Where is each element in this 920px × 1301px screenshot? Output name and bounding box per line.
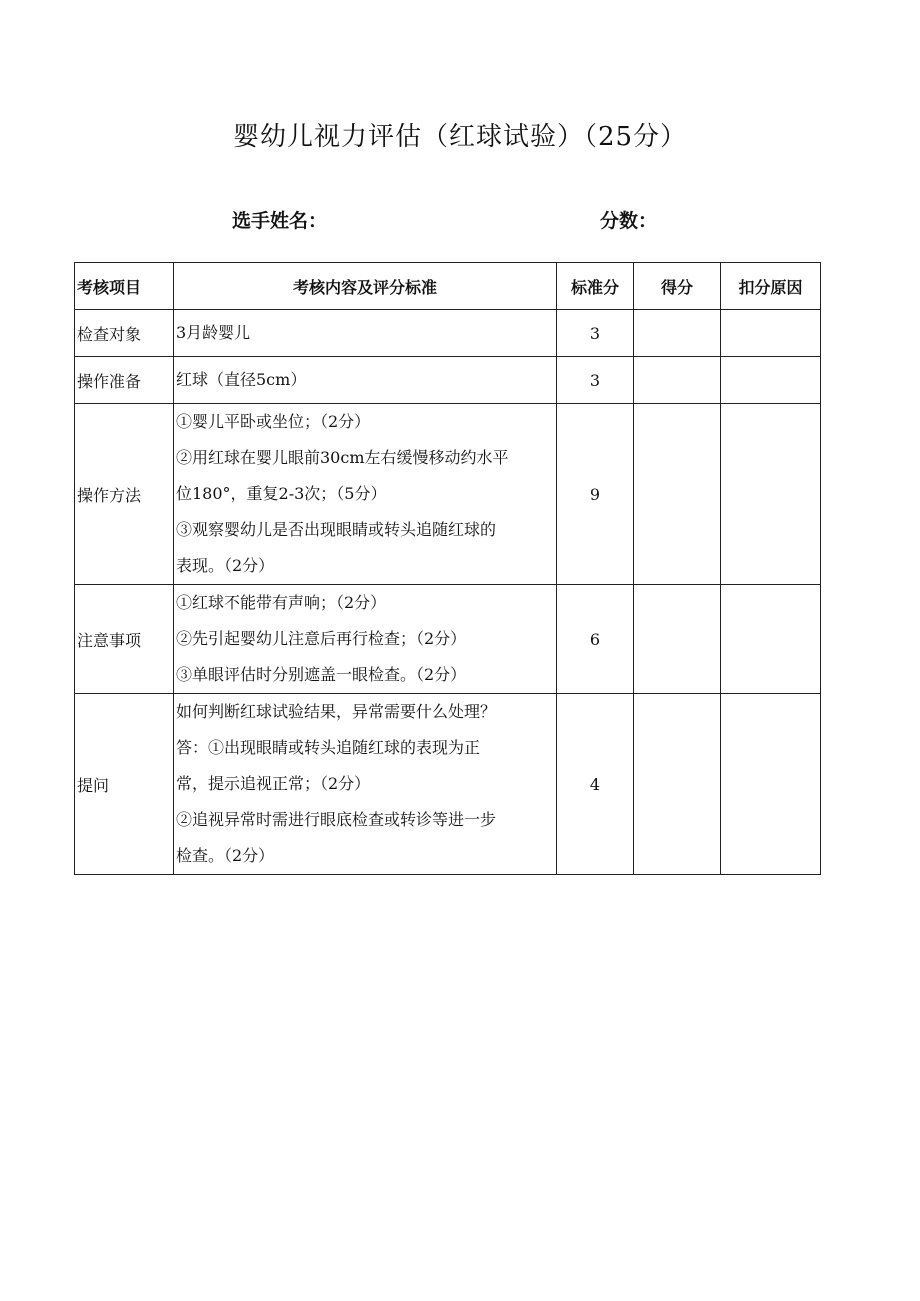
table-row [75, 404, 821, 585]
table-row [75, 694, 821, 875]
assessment-table [74, 262, 821, 875]
content-line: 红球（直径5cm） [176, 370, 307, 389]
header-item: 考核项目 [75, 263, 174, 310]
table-row [75, 585, 821, 694]
row-item-label: 提问 [75, 694, 174, 875]
header-content: 考核内容及评分标准 [174, 263, 557, 310]
row-score-cell[interactable] [634, 404, 721, 585]
content-line: ②先引起婴幼儿注意后再行检查；（2分） [176, 629, 467, 648]
row-content [174, 694, 557, 875]
row-reason-cell[interactable] [721, 404, 821, 585]
header-standard-score: 标准分 [557, 263, 634, 310]
content-line: 如何判断红球试验结果，异常需要什么处理？ [176, 702, 497, 721]
content-line: ①红球不能带有声响；（2分） [176, 593, 387, 612]
content-line: 3月龄婴儿 [176, 323, 251, 342]
content-line: 位180°，重复2-3次；（5分） [176, 484, 387, 503]
row-reason-cell[interactable] [721, 357, 821, 404]
page-title: 婴幼儿视力评估（红球试验）（25分） [232, 122, 688, 152]
content-line: ③观察婴幼儿是否出现眼睛或转头追随红球的 [176, 520, 497, 539]
table-row [75, 357, 821, 404]
header-deduction-reason: 扣分原因 [721, 263, 821, 310]
row-content [174, 585, 557, 694]
row-item-label: 操作准备 [75, 357, 174, 404]
row-content [174, 404, 557, 585]
row-standard-score: 3 [557, 357, 634, 404]
row-content [174, 357, 557, 404]
contestant-name-label: 选手姓名： [232, 210, 328, 232]
content-line: 答：①出现眼睛或转头追随红球的表现为正 [176, 738, 481, 757]
row-reason-cell[interactable] [721, 585, 821, 694]
row-content [174, 310, 557, 357]
row-score-cell[interactable] [634, 310, 721, 357]
row-item-label: 操作方法 [75, 404, 174, 585]
header-score: 得分 [634, 263, 721, 310]
table-header-row [75, 263, 821, 310]
table-row [75, 310, 821, 357]
content-line: 常，提示追视正常；（2分） [176, 774, 371, 793]
content-line: ③单眼评估时分别遮盖一眼检查。（2分） [176, 665, 467, 684]
content-line: 表现。（2分） [176, 556, 275, 575]
row-standard-score: 3 [557, 310, 634, 357]
content-line: ①婴儿平卧或坐位；（2分） [176, 412, 371, 431]
content-line: 检查。（2分） [176, 846, 275, 865]
row-score-cell[interactable] [634, 585, 721, 694]
score-label: 分数： [600, 210, 658, 232]
row-score-cell[interactable] [634, 357, 721, 404]
row-item-label: 检查对象 [75, 310, 174, 357]
row-reason-cell[interactable] [721, 694, 821, 875]
row-standard-score: 9 [557, 404, 634, 585]
row-standard-score: 4 [557, 694, 634, 875]
content-line: ②追视异常时需进行眼底检查或转诊等进一步 [176, 810, 497, 829]
row-standard-score: 6 [557, 585, 634, 694]
content-line: ②用红球在婴儿眼前30cm左右缓慢移动约水平 [176, 448, 509, 467]
row-item-label: 注意事项 [75, 585, 174, 694]
row-score-cell[interactable] [634, 694, 721, 875]
row-reason-cell[interactable] [721, 310, 821, 357]
